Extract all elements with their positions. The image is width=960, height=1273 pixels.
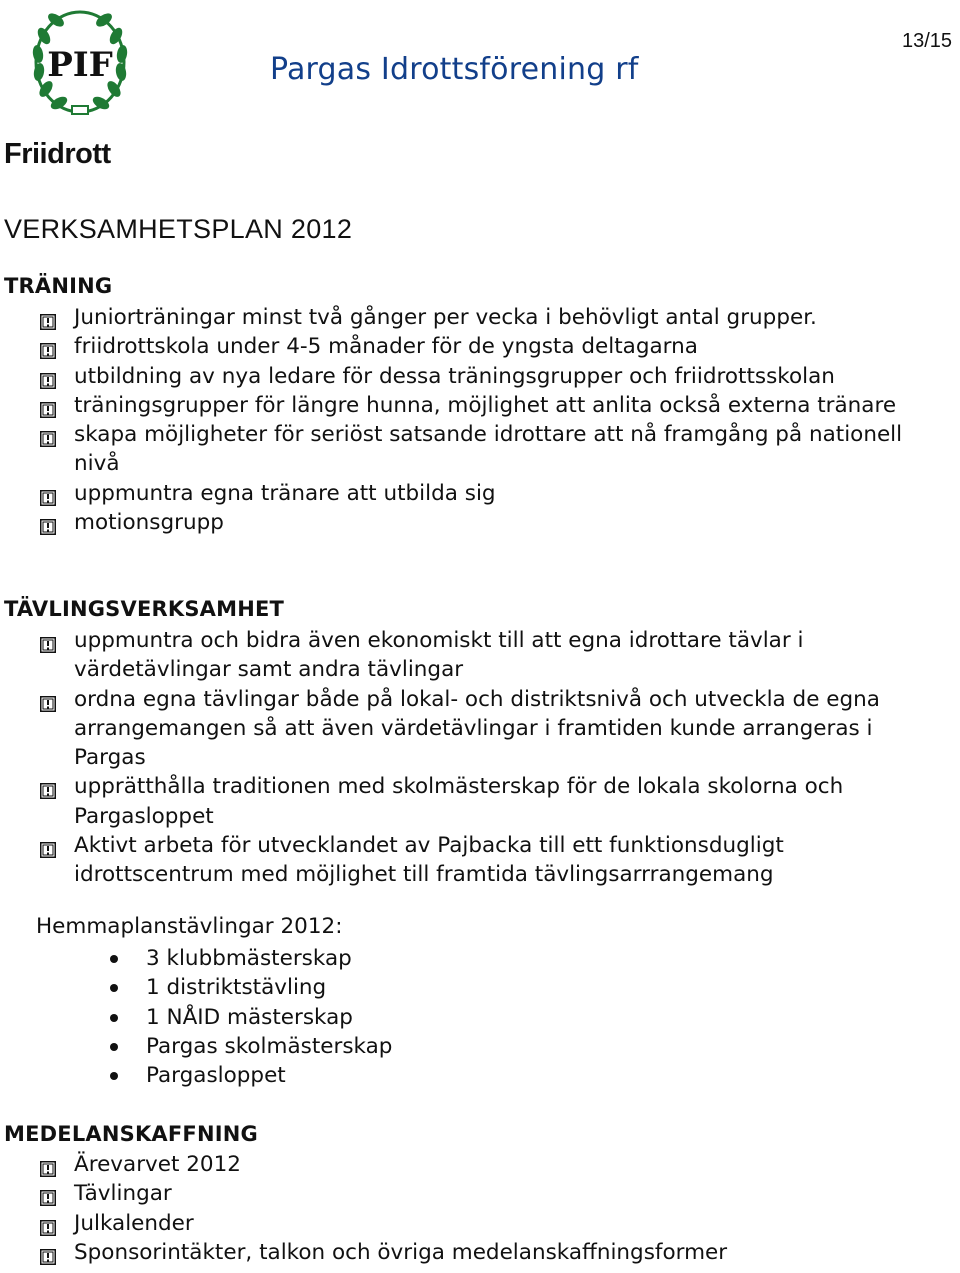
hemmaplan-item [0,944,392,973]
note-icon [40,778,56,794]
medel-item-text: Sponsorintäkter, talkon och övriga medelanskaffningsformer [74,1239,728,1265]
traning-item-text: Juniorträningar minst två gånger per vecka i behövligt antal grupper. [74,305,817,330]
hemmaplan-item-text: 1 distriktstävling [146,975,327,1001]
tavling-item-text: upprätthålla traditionen med skolmästerskap för de lokala skolorna och Pargasloppet [74,774,844,829]
bullet-icon [110,1072,118,1080]
medel-item [0,1150,950,1179]
medel-list [0,1150,950,1267]
medel-item-text: Julkalender [74,1210,194,1236]
club-logo [32,6,128,118]
traning-item-text: uppmuntra egna tränare att utbilda sig [74,480,496,506]
bullet-icon [110,955,118,963]
traning-item-text: träningsgrupper för längre hunna, möjlighet att anlita också externa tränare [74,392,897,418]
traning-item-text: utbildning av nya ledare för dessa träningsgrupper och friidrottsskolan [74,363,835,389]
hemmaplan-item-text: Pargasloppet [146,1063,286,1089]
heading-medelanskaffning: MEDELANSKAFFNING [4,1122,258,1146]
note-icon [40,1156,56,1172]
note-icon [40,485,56,501]
hemmaplan-item-text: Pargas skolmästerskap [146,1033,393,1059]
tavling-item-text: ordna egna tävlingar både på lokal- och distriktsnivå och utveckla de egna arrangemangen så att även värdetävlingar i framtiden kunde arrangeras i Pargas [74,686,880,771]
heading-traning: TRÄNING [4,274,113,298]
bullet-icon [110,1043,118,1051]
traning-item-text: skapa möjligheter för seriöst satsande idrottare att nå framgång på nationell nivå [74,422,903,477]
plan-title: VERKSAMHETSPLAN 2012 [4,214,353,244]
hemmaplan-item-text: 1 NÅID mästerskap [146,1004,353,1030]
note-icon [40,426,56,442]
section-title: Friidrott [4,138,111,170]
svg-text:PIF: PIF [47,45,113,85]
note-icon [40,632,56,648]
traning-item [0,479,950,508]
traning-item [0,508,950,537]
medel-item [0,1179,950,1208]
note-icon [40,309,56,325]
laurel-wreath-icon [32,6,128,118]
medel-item [0,1209,950,1238]
bullet-icon [110,984,118,992]
hemmaplan-list [0,944,392,1090]
traning-item [0,391,950,420]
traning-item [0,362,950,391]
traning-item-text: motionsgrupp [74,510,224,536]
hemmaplan-item [0,973,392,1002]
traning-item [0,332,950,361]
tavling-item [0,831,950,890]
hemmaplan-heading: Hemmaplanstävlingar 2012: [36,914,343,939]
tavling-list [0,626,950,890]
traning-item [0,420,950,479]
hemmaplan-item-text: 3 klubbmästerskap [146,946,352,971]
tavling-item [0,685,950,773]
tavling-item-text: uppmuntra och bidra även ekonomiskt till att egna idrottare tävlar i värdetävlingar samt andra tävlingar [74,628,804,683]
note-icon [40,397,56,413]
hemmaplan-item [0,1003,392,1032]
tavling-item [0,626,950,685]
medel-item-text: Tävlingar [74,1181,172,1207]
page-number: 13/15 [902,30,953,52]
note-icon [40,514,56,530]
tavling-item-text: Aktivt arbeta för utvecklandet av Pajbacka till ett funktionsdugligt idrottscentrum med möjlighet till framtida tävlingsarrrangemang [74,833,784,888]
hemmaplan-item [0,1032,392,1061]
traning-list [0,303,950,537]
traning-item [0,303,950,332]
organization-name: Pargas Idrottsförening rf [270,52,639,87]
hemmaplan-item [0,1061,392,1090]
bullet-icon [110,1014,118,1022]
traning-item-text: friidrottskola under 4-5 månader för de yngsta deltagarna [74,334,698,360]
note-icon [40,1185,56,1201]
note-icon [40,368,56,384]
note-icon [40,338,56,354]
medel-item [0,1238,950,1267]
note-icon [40,837,56,853]
heading-tavlingsverksamhet: TÄVLINGSVERKSAMHET [4,597,285,621]
tavling-item [0,772,950,831]
note-icon [40,1244,56,1260]
medel-item-text: Ärevarvet 2012 [74,1152,241,1177]
note-icon [40,691,56,707]
note-icon [40,1215,56,1231]
